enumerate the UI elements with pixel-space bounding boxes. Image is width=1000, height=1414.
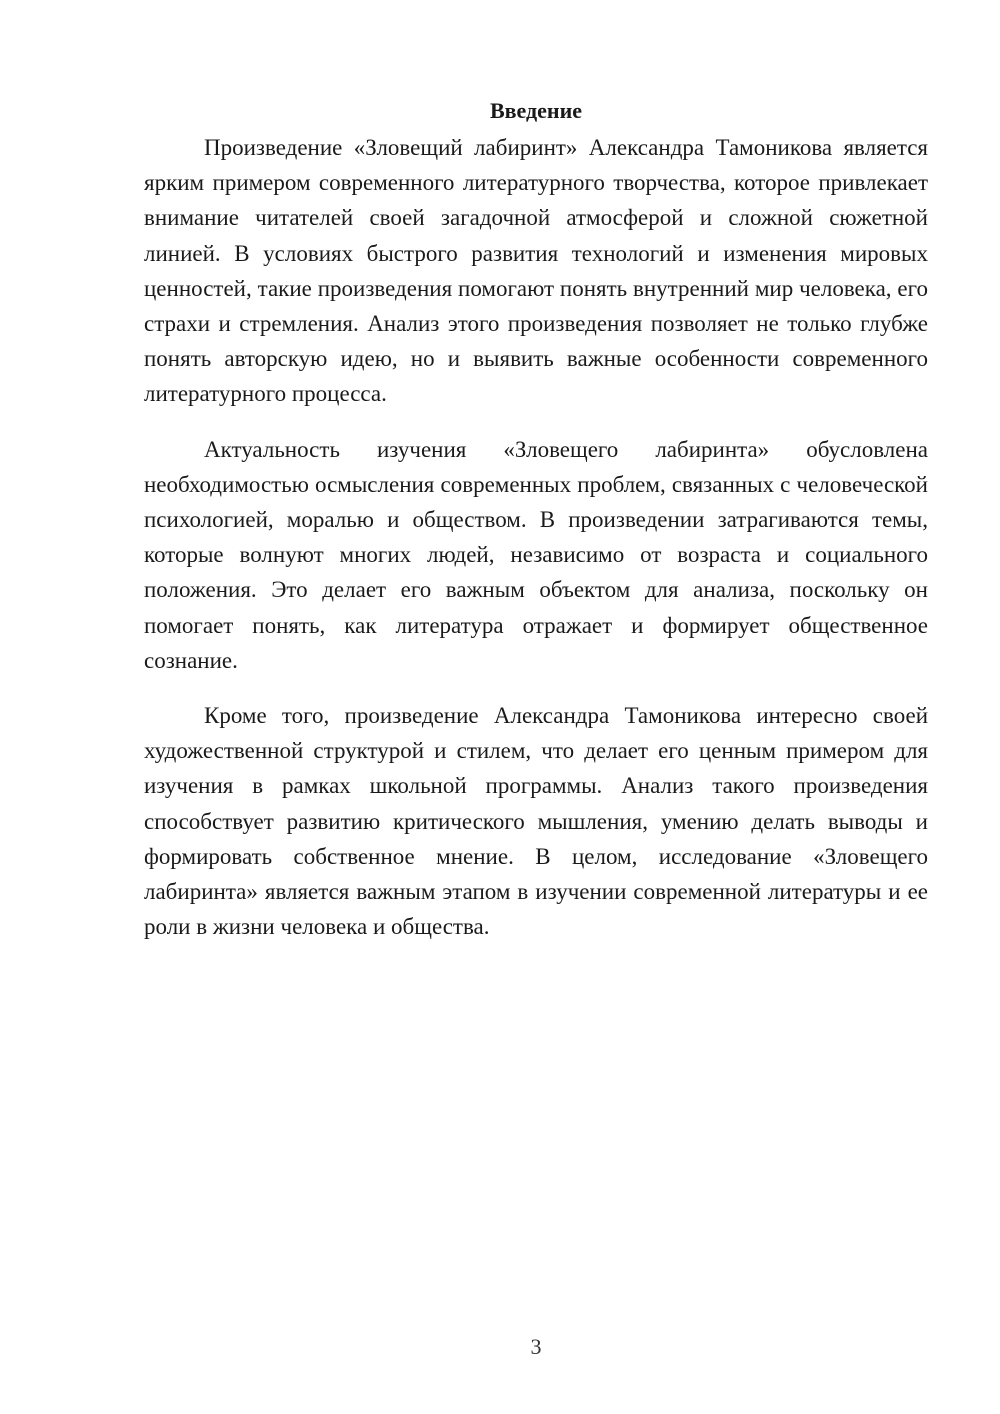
paragraph-structure: Кроме того, произведение Александра Тамоникова интересно своей художественной структурой и стилем, что делает его ценным примером для изучения в рамках школьной программы. Анализ такого произведения способствует развитию критического мышления, умению делать выводы и формировать собственное мнение. В целом, исследование «Зловещего лабиринта» является важным этапом в изучении современной литературы и ее роли в жизни человека и общества. — [144, 703, 928, 940]
page-number: 3 — [530, 1334, 542, 1359]
paragraph-intro: Произведение «Зловещий лабиринт» Александра Тамоникова является ярким примером современного литературного творчества, которое привлекает внимание читателей своей загадочной атмосферой и сложной сюжетной линией. В условиях быстрого развития технологий и изменения мировых ценностей, такие произведения помогают понять внутренний мир человека, его страхи и стремления. Анализ этого произведения позволяет не только глубже понять авторскую идею, но и выявить важные особенности современного литературного процесса. — [144, 135, 928, 407]
section-heading: Введение — [489, 98, 583, 123]
page-content — [144, 96, 928, 944]
paragraph-relevance: Актуальность изучения «Зловещего лабиринта» обусловлена необходимостью осмысления современных проблем, связанных с человеческой психологией, моралью и обществом. В произведении затрагиваются темы, которые волнуют многих людей, независимо от возраста и социального положения. Это делает его важным объектом для анализа, поскольку он помогает понять, как литература отражает и формирует общественное сознание. — [144, 436, 928, 673]
